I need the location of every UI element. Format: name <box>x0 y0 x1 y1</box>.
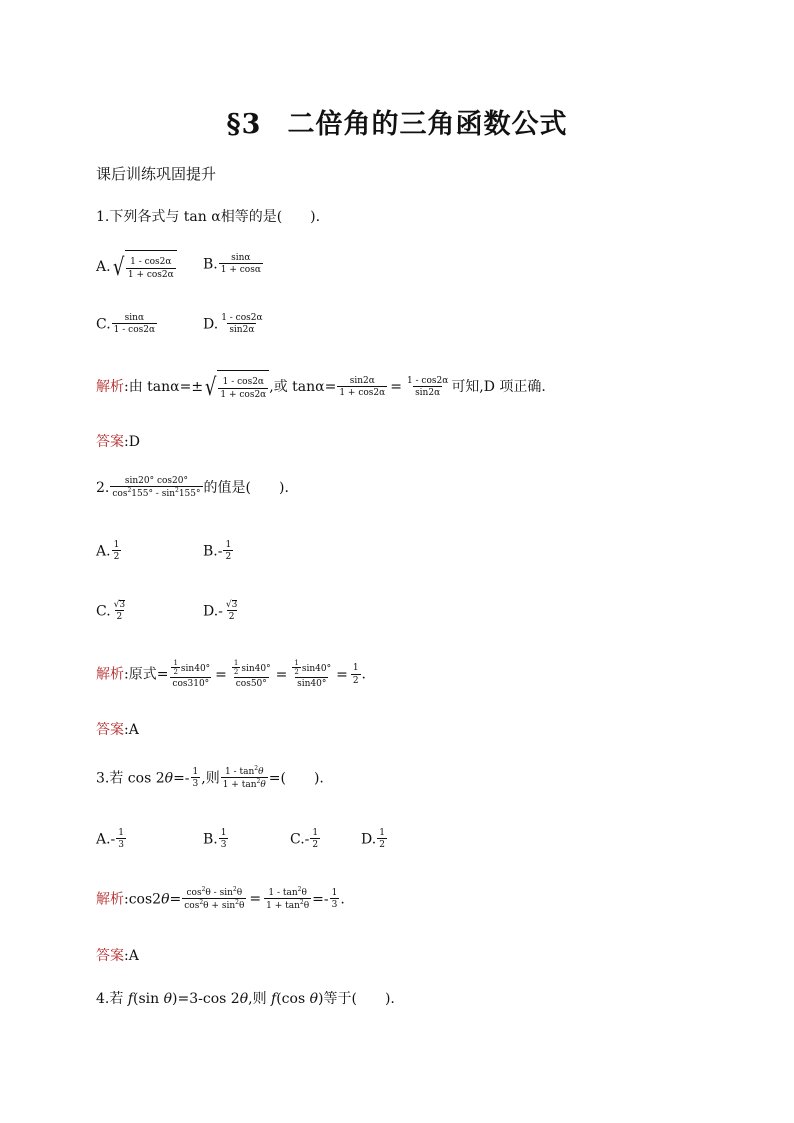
q3-answer <box>96 945 139 965</box>
option-label: D. <box>203 316 219 333</box>
q1-answer <box>96 431 140 451</box>
q2-analysis: 解析:原式= $\frac{1}{2}$ sin40° cos310° = $\frac{1}{2}$ sin40° cos50° = $\frac{1}{2}$ sin40° sin40° = $\frac{1}{2}$ . <box>96 659 366 689</box>
analysis-label: 解析 <box>96 891 124 908</box>
q1-analysis: 解析:由 tanα=± √ $\frac{1 - \cos 2\alpha}{1 + \cos 2\alpha}$ ,或 tanα= $\frac{\sin 2\alpha}{1 + \cos 2\alpha}$ = $\frac{1 - \cos 2\alpha}{\sin 2\alpha}$ 可知,D 项正确. <box>96 370 546 404</box>
answer-label: 答案 <box>96 434 124 450</box>
q2-answer <box>96 719 139 739</box>
fraction: $\frac{\sin\alpha}{1 - \cos 2\alpha}$ <box>113 313 156 336</box>
option-label: C. <box>96 316 111 333</box>
answer-label: 答案 <box>96 948 124 964</box>
section-title: 二倍角的三角函数公式 <box>287 109 568 140</box>
q2-option-d[interactable]: D.- √ 3 2 <box>203 600 238 623</box>
q2-option-a[interactable]: A. $\frac{1}{2}$ <box>96 540 120 563</box>
q3-option-b[interactable]: B. $\frac{1}{3}$ <box>203 828 227 851</box>
sqrt-expression: √ $\frac{1 - \cos 2\alpha}{1 + \cos 2\alpha}$ <box>111 250 177 284</box>
question-1-stem: 1.下列各式与 tan α相等的是( ). <box>96 209 321 225</box>
section-number: §3 <box>226 109 262 140</box>
q2-option-c[interactable]: C. √ 3 2 <box>96 600 126 623</box>
q3-option-c[interactable]: C.- $\frac{1}{2}$ <box>290 828 319 851</box>
q1-option-d[interactable] <box>203 313 266 336</box>
analysis-label: 解析 <box>96 666 124 683</box>
q2-option-b[interactable]: B.- $\frac{1}{2}$ <box>203 540 232 563</box>
answer-label: 答案 <box>96 722 124 738</box>
q3-option-d[interactable]: D. $\frac{1}{2}$ <box>361 828 385 851</box>
q1-option-b[interactable] <box>203 253 264 276</box>
q3-option-a[interactable]: A.- $\frac{1}{3}$ <box>96 828 125 851</box>
q1-option-c[interactable] <box>96 313 158 336</box>
practice-heading: 课后训练巩固提升 <box>96 165 217 183</box>
answer-value: :A <box>124 948 139 964</box>
answer-value: :D <box>124 434 140 450</box>
answer-value: :A <box>124 722 139 738</box>
fraction: $\frac{1 - \cos 2\alpha}{\sin 2\alpha}$ <box>221 313 263 336</box>
analysis-label: 解析 <box>96 379 124 395</box>
q1-option-a[interactable] <box>96 250 177 284</box>
page-title <box>0 102 794 141</box>
option-label: A. <box>96 259 111 275</box>
fraction: $\frac{\sin\alpha}{1 + \cos\alpha}$ <box>220 253 261 276</box>
question-3-stem: 3.若 cos 2θ=- $\frac{1}{3}$ ,则 $\frac{1 - \tan^2\theta}{1 + \tan^2\theta}$ =( ). <box>96 765 324 791</box>
fraction: $\frac{\sin 20^\circ \cos 20^\circ}{\cos^2155^\circ - \sin^2155^\circ}$ <box>112 476 201 500</box>
question-4-stem: 4.若 f(sin θ)=3-cos 2θ,则 f(cos θ)等于( ). <box>96 991 395 1007</box>
q3-analysis: 解析:cos2θ= $\frac{\cos^2\theta - \sin^2\theta}{\cos^2\theta + \sin^2\theta}$ = $\frac{1 - \tan^2\theta}{1 + \tan^2\theta}$ =- $\frac{1}{3}$ . <box>96 886 345 912</box>
question-2-stem: 2. $\frac{\sin 20^\circ \cos 20^\circ}{\cos^2155^\circ - \sin^2155^\circ}$ 的值是( ). <box>96 476 289 500</box>
option-label: B. <box>203 256 218 273</box>
